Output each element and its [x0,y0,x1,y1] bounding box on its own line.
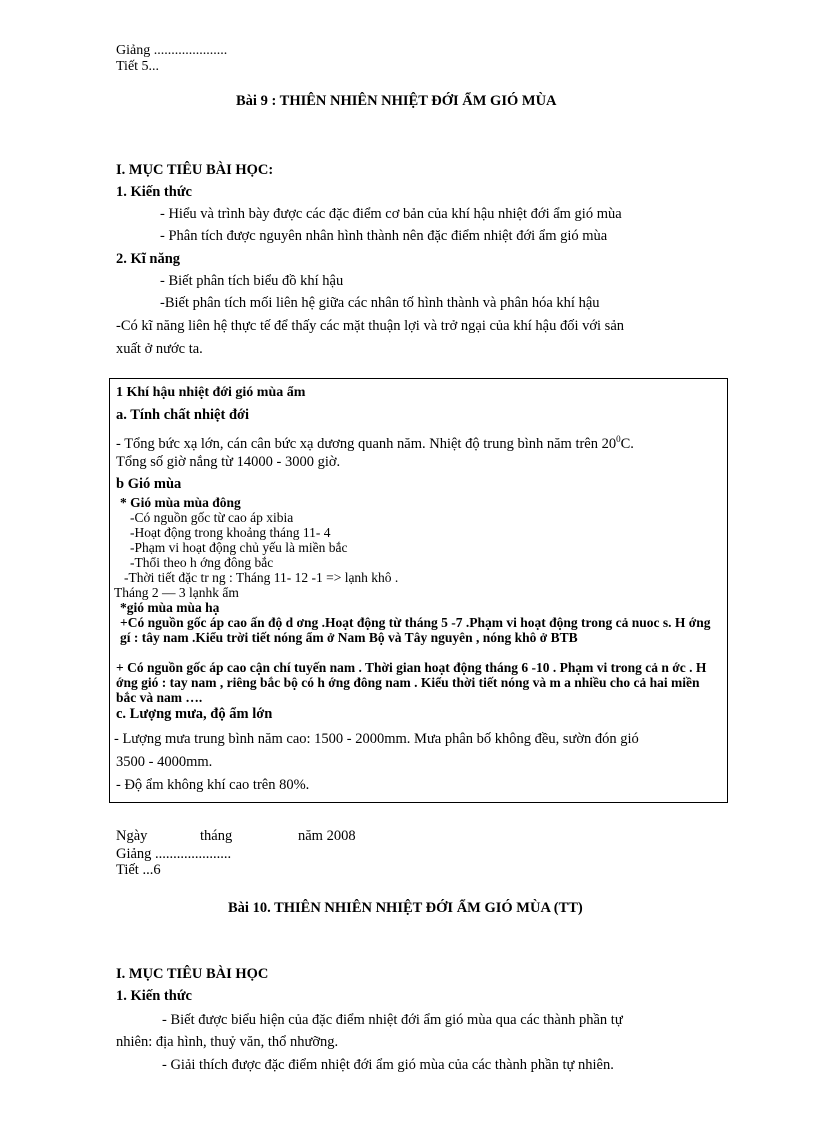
summer-monsoon-heading: *gió mùa mùa hạ [120,600,220,615]
section-a-line: Tổng số giờ nắng từ 14000 - 3000 giờ. [116,454,341,470]
skill-item: -Biết phân tích mối liên hệ giữa các nhân tố hình thành và phân hóa khí hậu [160,295,600,311]
knowledge-item: - Hiểu và trình bày được các đặc điểm cơ bản của khí hậu nhiệt đới ẩm gió mùa [160,206,622,222]
knowledge-item: - Biết được biểu hiện của đặc điểm nhiệt đới ẩm gió mùa qua các thành phần tự [162,1012,623,1028]
skill-item: - Biết phân tích biểu đồ khí hậu [160,273,344,289]
summer-paragraph: + Có nguồn gốc áp cao cận chí tuyến nam . Thời gian hoạt động tháng 6 -10 . Phạm vi trong cả n ớc . H ớng gió : tay nam , riêng bắc bộ có h ớng đông nam . Kiểu thời tiết nóng và m a nhiều cho cả hai miền bắc và nam …. [116,660,707,705]
content-box [109,378,728,803]
objectives-heading: I. MỤC TIÊU BÀI HỌC [116,966,269,982]
lesson9-title: Bài 9 : THIÊN NHIÊN NHIỆT ĐỚI ẨM GIÓ MÙA [236,93,557,109]
knowledge-item: nhiên: địa hình, thuỷ văn, thổ nhưỡng. [116,1034,339,1050]
box-heading: 1 Khí hậu nhiệt đới gió mùa ẩm [116,385,306,400]
winter-item: -Phạm vi hoạt động chủ yếu là miền bắc [130,540,348,555]
knowledge-item: - Giải thích được đặc điểm nhiệt đới ẩm gió mùa của các thành phần tự nhiên. [162,1057,614,1073]
section-a-line: - Tổng bức xạ lớn, cán cân bức xạ dương quanh năm. Nhiệt độ trung bình năm trên $20^0C$. [116,434,634,452]
tiet-line: Tiết ...6 [116,862,161,878]
giang-line: Giảng ..................... [116,846,232,862]
section-c-line: - Lượng mưa trung bình năm cao: 1500 - 2000mm. Mưa phân bố không đều, sườn đón gió [114,731,639,747]
skills-heading: 2. Kĩ năng [116,251,181,267]
objectives-heading: I. MỤC TIÊU BÀI HỌC: [116,162,274,178]
section-c-line: 3500 - 4000mm. [116,754,213,770]
winter-item: -Thổi theo h ớng đông bắc [130,555,274,570]
lesson10-title: Bài 10. THIÊN NHIÊN NHIỆT ĐỚI ẨM GIÓ MÙA (TT) [228,900,583,916]
winter-item: -Hoạt động trong khoảng tháng 11- 4 [130,525,331,540]
winter-monsoon-heading: * Gió mùa mùa đông [120,495,241,510]
winter-weather: -Thời tiết đặc tr ng : Tháng 11- 12 -1 => lạnh khô . [124,570,399,585]
date-year: năm 2008 [298,828,356,844]
section-a-heading: a. Tính chất nhiệt đới [116,407,250,423]
date-day: Ngày [116,828,148,844]
tiet-line: Tiết 5... [116,59,160,74]
knowledge-heading: 1. Kiến thức [116,184,192,200]
skill-extra-line: xuất ở nước ta. [116,341,203,357]
giang-line: Giảng ..................... [116,43,228,58]
summer-paragraph: +Có nguồn gốc áp cao ấn độ d ơng .Hoạt động từ tháng 5 -7 .Phạm vi hoạt động trong cả nuoc s. H ớng gí : tây nam .Kiểu trời tiết nóng ẩm ở Nam Bộ và Tây nguyên , nóng khô ở BTB [120,615,711,645]
skill-extra-line: -Có kĩ năng liên hệ thực tế để thấy các mặt thuận lợi và trở ngại của khí hậu đối với sản [116,318,625,334]
knowledge-heading: 1. Kiến thức [116,988,192,1004]
winter-item: -Có nguồn gốc từ cao áp xibia [130,510,294,525]
winter-february: Tháng 2 — 3 lạnhk ẩm [114,585,239,600]
section-c-heading: c. Lượng mưa, độ ẩm lớn [116,706,273,722]
date-month: tháng [200,828,233,844]
section-c-line: - Độ ẩm không khí cao trên 80%. [116,777,310,793]
section-b-heading: b Gió mùa [116,476,182,492]
knowledge-item: - Phân tích được nguyên nhân hình thành nên đặc điểm nhiệt đới ẩm gió mùa [160,228,608,244]
